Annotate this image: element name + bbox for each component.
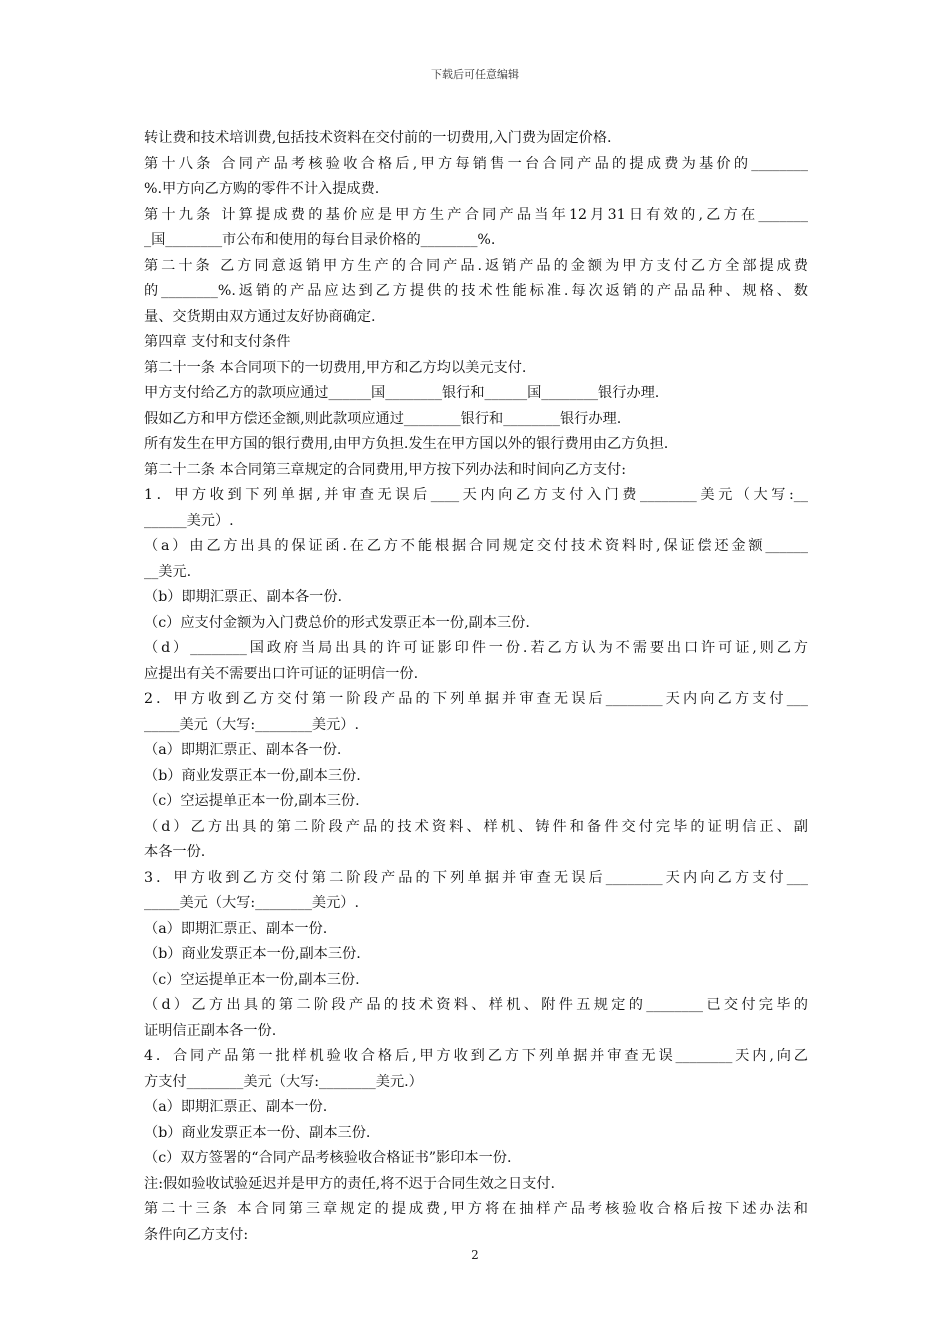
document-line: _____美元（大写:________美元）.	[144, 716, 360, 733]
document-line: （a）由乙方出具的保证函.在乙方不能根据合同规定交付技术资料时,保证偿还金额______	[144, 538, 808, 554]
document-line: __美元.	[144, 563, 192, 580]
document-line: 转让费和技术培训费,包括技术资料在交付前的一切费用,入门费为固定价格.	[144, 130, 612, 146]
document-line: ______美元）.	[144, 512, 234, 529]
document-line: 应提出有关不需要出口许可证的证明信一份.	[144, 665, 419, 682]
document-line: 第四章 支付和支付条件	[144, 334, 291, 350]
document-line: 证明信正副本各一份.	[144, 1022, 277, 1039]
document-line: （b）商业发票正本一份,副本三份.	[144, 946, 361, 962]
document-line: 第十八条 合同产品考核验收合格后,甲方每销售一台合同产品的提成费为基价的________	[144, 155, 808, 172]
document-line: （a）即期汇票正、副本一份.	[144, 920, 328, 937]
document-line: 本各一份.	[144, 844, 206, 860]
document-line: 3．甲方收到乙方交付第二阶段产品的下列单据并审查无误后________天内向乙方支付___	[144, 869, 808, 886]
document-line: （d）________国政府当局出具的许可证影印件一份.若乙方认为不需要出口许可证,则乙方	[144, 640, 808, 656]
document-line: 方支付________美元（大写:________美元.）	[144, 1073, 423, 1090]
document-line: 所有发生在甲方国的银行费用,由甲方负担.发生在甲方国以外的银行费用由乙方负担.	[144, 436, 669, 452]
document-line: （a）即期汇票正、副本各一份.	[144, 742, 342, 758]
page-number: 2	[471, 1248, 479, 1262]
document-line: 注:假如验收试验延迟并是甲方的责任,将不迟于合同生效之日支付.	[144, 1175, 556, 1192]
document-line: 的________%.返销的产品应达到乙方提供的技术性能标准.每次返销的产品品种、规格、数	[144, 283, 808, 299]
document-line: _国________市公布和使用的每台目录价格的________%.	[144, 232, 496, 248]
page-header: 下载后可任意编辑	[431, 68, 519, 81]
document-line: （a）即期汇票正、副本一份.	[144, 1099, 328, 1115]
document-line: （c）空运提单正本一份,副本三份.	[144, 971, 360, 988]
document-line: 第二十三条 本合同第三章规定的提成费,甲方将在抽样产品考核验收合格后按下述办法和	[144, 1201, 808, 1217]
document-line: （b）商业发票正本一份、副本三份.	[144, 1124, 371, 1141]
document-line: 条件向乙方支付:	[144, 1226, 249, 1243]
document-line: 量、交货期由双方通过友好协商确定.	[144, 308, 376, 325]
document-line: （d）乙方出具的第二阶段产品的技术资料、样机、铸件和备件交付完毕的证明信正、副	[144, 818, 808, 835]
document-line: 第二十条 乙方同意返销甲方生产的合同产品.返销产品的金额为甲方支付乙方全部提成费	[144, 257, 808, 274]
document-line: 1．甲方收到下列单据,并审查无误后____天内向乙方支付入门费________美元（大写:__	[144, 487, 808, 503]
document-line: 甲方支付给乙方的款项应通过______国________银行和______国________银行办理.	[144, 385, 660, 401]
document-body	[144, 126, 808, 1248]
document-line: 第二十一条 本合同项下的一切费用,甲方和乙方均以美元支付.	[144, 359, 527, 376]
document-line: 第二十二条 本合同第三章规定的合同费用,甲方按下列办法和时间向乙方支付:	[144, 461, 626, 478]
document-line: 4．合同产品第一批样机验收合格后,甲方收到乙方下列单据并审查无误________天内,向乙	[144, 1048, 808, 1064]
document-line: _____美元（大写:________美元）.	[144, 895, 360, 911]
document-line: （b）即期汇票正、副本各一份.	[144, 589, 343, 605]
document-line: 假如乙方和甲方偿还金额,则此款项应通过________银行和________银行办理.	[144, 410, 622, 427]
document-line: （d）乙方出具的第二阶段产品的技术资料、样机、附件五规定的________已交付完毕的	[144, 997, 808, 1013]
document-line: （c）空运提单正本一份,副本三份.	[144, 793, 360, 809]
document-line: （c）双方签署的“合同产品考核验收合格证书”影印本一份.	[144, 1150, 512, 1166]
document-line: 2．甲方收到乙方交付第一阶段产品的下列单据并审查无误后________天内向乙方支付___	[144, 691, 808, 707]
document-line: %.甲方向乙方购的零件不计入提成费.	[144, 181, 380, 197]
document-line: 第十九条 计算提成费的基价应是甲方生产合同产品当年12月31日有效的,乙方在_______	[144, 206, 808, 223]
document-line: （c）应支付金额为入门费总价的形式发票正本一份,副本三份.	[144, 614, 530, 631]
document-line: （b）商业发票正本一份,副本三份.	[144, 767, 361, 784]
